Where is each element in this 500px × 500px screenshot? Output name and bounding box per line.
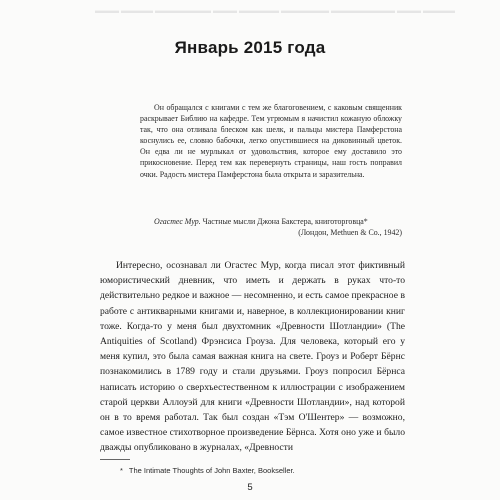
- epigraph-author: Огастес Мур.: [154, 217, 201, 226]
- epigraph: [140, 102, 402, 180]
- epigraph-text: Он обращался с книгами с тем же благоговением, с каковым священник раскрывает Библию на кафедре. Тем угрюмым я начистил кожаную обложку так, что она отливала блеском как шелк, и пальцы мистера Памферстона коснулись ее, словно бабочки, легко опустившиеся на диковинный цветок. Он едва ли не мурлыкал от удовольствия, которое ему доставило это прикосновение. Перед тем как перевернуть страницы, наш гость поправил очки. Радость мистера Памферстона была открыта и заразительна.: [140, 103, 402, 179]
- body-text: [100, 258, 405, 456]
- attribution-line: [140, 216, 402, 227]
- footnote-divider: [100, 459, 130, 460]
- page-number: 5: [247, 482, 253, 493]
- chapter-title: Январь 2015 года: [174, 38, 326, 57]
- epigraph-publication: (Лондон, Methuen & Co., 1942): [298, 228, 402, 237]
- footnote-text: The Intimate Thoughts of John Baxter, Bookseller.: [128, 466, 295, 475]
- footnote-mark: *: [120, 466, 123, 475]
- footnote: [120, 466, 295, 475]
- epigraph-attribution: [140, 216, 402, 238]
- body-paragraph: Интересно, осознавал ли Огастес Мур, когда писал этот фиктивный юмористический дневник, что иметь и держать в руках что-то действительно редкое и важное — несомненно, и есть самое прекрасное в работе с антикварными книгами и, наверное, в коллекционировании книг тоже. Когда-то у меня был двухтомник «Древности Шотландии» (The Antiquities of Scotland) Фрэнсиса Гроуза. Для человека, который его у меня купил, это была самая важная книга на свете. Гроуз и Роберт Бёрнс познакомились в 1789 году и стали друзьями. Гроуз попросил Бёрнса написать историю о сверхъестественном к иллюстрации с изображением старой церкви Аллоуэй для книги «Древности Шотландии», над которой он в то время работал. Так был создан «Тэм О'Шентер» — возможно, самое известное стихотворное произведение Бёрнса. Хотя оно уже и было дважды опубликовано в журналах, «Древности: [100, 260, 405, 454]
- epigraph-source: Частные мысли Джона Бакстера, книготорговца*: [202, 217, 368, 226]
- bleed-through-text: ▬▬▬ ▬▬▬▬ ▬▬▬▬▬▬▬ ▬▬▬ ▬▬▬▬▬ ▬▬▬▬▬▬ ▬▬▬▬▬▬▬▬ ▬▬▬ ▬▬▬▬: [95, 6, 455, 15]
